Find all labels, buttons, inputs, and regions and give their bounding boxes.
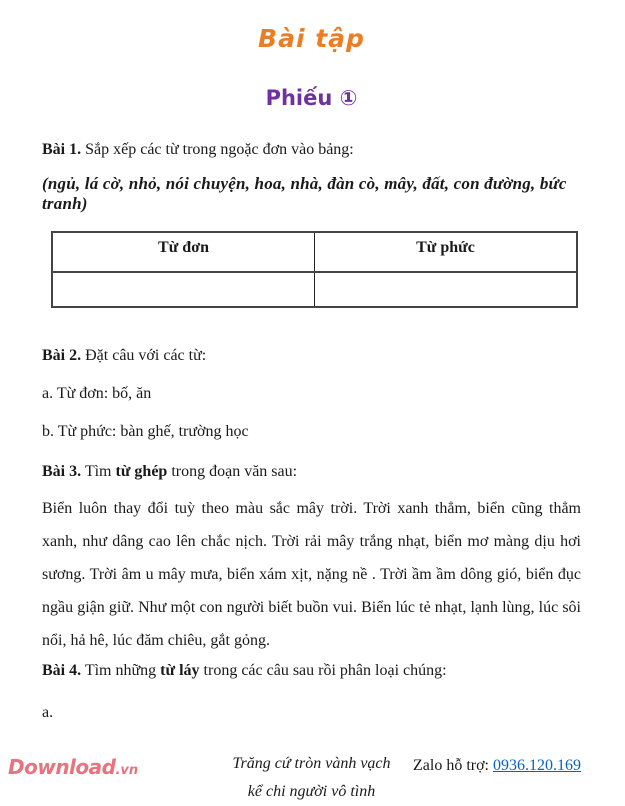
exercise1-word-list: (ngủ, lá cờ, nhỏ, nói chuyện, hoa, nhà, đàn cò, mây, đất, con đường, bức tranh) xyxy=(42,174,567,213)
exercise4-heading xyxy=(42,661,581,681)
exercise3-bold-term: từ ghép xyxy=(115,463,168,480)
download-vn-logo xyxy=(8,755,138,779)
sheet-subtitle: Phiếu ① xyxy=(265,86,358,110)
exercise1-label: Bài 1. xyxy=(42,141,82,158)
answer-cell-tu-phuc xyxy=(315,272,578,307)
zalo-support-label: Zalo hỗ trợ: xyxy=(413,757,493,774)
exercise1-heading xyxy=(42,140,581,160)
page-footer xyxy=(0,749,625,779)
table-row xyxy=(52,272,577,307)
zalo-support xyxy=(413,757,581,775)
exercise3-label: Bài 3. xyxy=(42,463,82,480)
column-header-tu-phuc: Từ phức xyxy=(315,232,578,272)
exercise2-heading xyxy=(42,346,581,366)
verse-line-1: Trăng cứ tròn vành vạch xyxy=(232,755,391,772)
exercise4-item-a: a. xyxy=(42,704,54,721)
logo-text: Download xyxy=(8,755,116,779)
zalo-phone-link[interactable]: 0936.120.169 xyxy=(493,757,581,774)
exercise2-instruction: Đặt câu với các từ: xyxy=(81,347,207,364)
exercise3-instruction-after: trong đoạn văn sau: xyxy=(167,463,298,480)
word-sorting-table xyxy=(51,231,578,308)
exercise2-item-a: a. Từ đơn: bố, ăn xyxy=(42,385,152,402)
answer-cell-tu-don xyxy=(52,272,315,307)
exercise3-heading xyxy=(42,462,581,482)
column-header-tu-don: Từ đơn xyxy=(52,232,315,272)
exercise1-instruction: Sắp xếp các từ trong ngoặc đơn vào bảng: xyxy=(81,141,354,158)
page-title: Bài tập xyxy=(258,24,365,53)
verse-line-2: kể chi người vô tình xyxy=(247,783,376,800)
exercise4-instruction-before: Tìm những xyxy=(81,662,161,679)
exercise4-bold-term: từ láy xyxy=(160,662,200,679)
exercise2-label: Bài 2. xyxy=(42,347,82,364)
exercise2-item-b: b. Từ phức: bàn ghế, trường học xyxy=(42,423,249,440)
table-header-row xyxy=(52,232,577,272)
exercise4-instruction-after: trong các câu sau rồi phân loại chúng: xyxy=(199,662,447,679)
exercise3-passage: Biển luôn thay đổi tuỳ theo màu sắc mây trời. Trời xanh thẳm, biển cũng thẳm xanh, như dâng cao lên chắc nịch. Trời rải mây trắng nhạt, biển mơ màng dịu hơi sương. Trời âm u mây mưa, biển xám xịt, nặng nề . Trời ầm ầm dông gió, biển đục ngầu giận giữ. Như một con người biết buồn vui. Biển lúc tẻ nhạt, lạnh lùng, lúc sôi nổi, hả hê, lúc đăm chiêu, gắt gỏng. xyxy=(42,500,581,649)
exercise3-instruction-before: Tìm xyxy=(81,463,116,480)
logo-suffix-text: .vn xyxy=(115,763,139,778)
exercise4-label: Bài 4. xyxy=(42,662,82,679)
